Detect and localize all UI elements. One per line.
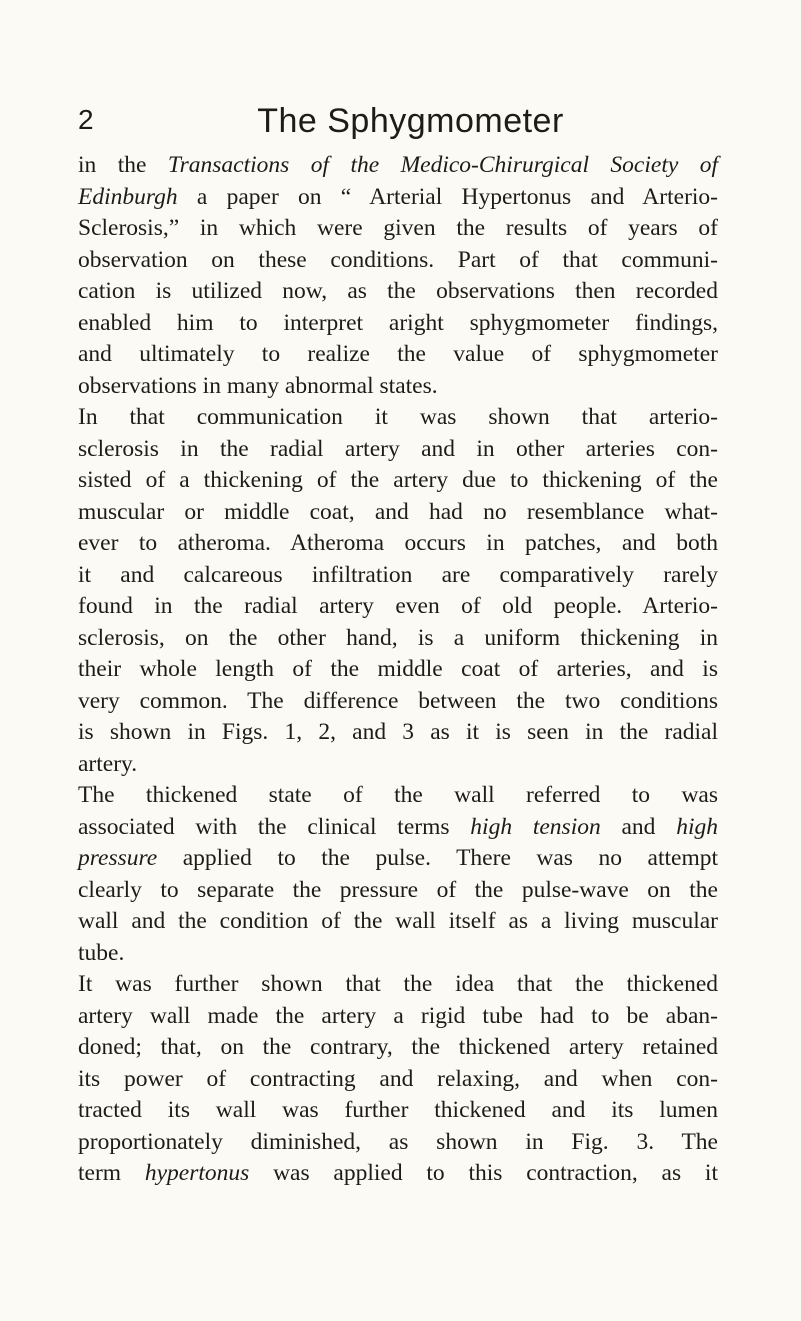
text-line: Edinburgh a paper on “ Arterial Hypertonus and Arterio- xyxy=(78,183,718,210)
text-line: sclerosis, on the other hand, is a uniform thickening in xyxy=(78,624,718,651)
text-line: ever to atheroma. Atheroma occurs in patches, and both xyxy=(78,530,718,556)
text-line: In that communication it was shown that arterio- xyxy=(78,404,718,430)
text-line: their whole length of the middle coat of arteries, and is xyxy=(78,656,718,682)
text-line: sisted of a thickening of the artery due to thickening of the xyxy=(78,467,718,493)
text-line: tracted its wall was further thickened and its lumen xyxy=(78,1097,718,1123)
text-line: It was further shown that the idea that the thickened xyxy=(78,971,718,997)
running-title: The Sphygmometer xyxy=(257,102,564,140)
text-line: muscular or middle coat, and had no resemblance what- xyxy=(78,498,718,525)
text-line: cation is utilized now, as the observations then recorded xyxy=(78,278,718,304)
text-line: Sclerosis,” in which were given the results of years of xyxy=(78,215,718,241)
text-line: very common. The difference between the two conditions xyxy=(78,687,718,714)
text-line: artery. xyxy=(78,750,138,777)
text-line: observation on these conditions. Part of that communi- xyxy=(78,246,718,273)
text-line: tube. xyxy=(78,939,125,966)
text-line: it and calcareous infiltration are comparatively rarely xyxy=(78,561,718,588)
text-line: observations in many abnormal states. xyxy=(78,372,438,399)
text-line: sclerosis in the radial artery and in other arteries con- xyxy=(78,435,718,462)
text-line: and ultimately to realize the value of sphygmometer xyxy=(78,341,718,367)
body-text xyxy=(78,150,718,1190)
page-header xyxy=(0,104,801,144)
text-line: artery wall made the artery a rigid tube had to be aban- xyxy=(78,1002,718,1029)
text-line: enabled him to interpret aright sphygmometer findings, xyxy=(78,309,718,336)
text-line: is shown in Figs. 1, 2, and 3 as it is seen in the radial xyxy=(78,719,718,745)
text-line: clearly to separate the pressure of the pulse-wave on the xyxy=(78,876,718,903)
text-line: in the Transactions of the Medico-Chirurgical Society of xyxy=(78,152,718,178)
page-number: 2 xyxy=(78,104,94,135)
text-line: associated with the clinical terms high tension and high xyxy=(78,813,718,840)
text-line: doned; that, on the contrary, the thickened artery retained xyxy=(78,1034,718,1060)
text-line: proportionately diminished, as shown in Fig. 3. The xyxy=(78,1128,718,1155)
text-line: found in the radial artery even of old people. Arterio- xyxy=(78,593,718,619)
text-line: wall and the condition of the wall itself as a living muscular xyxy=(78,908,718,934)
text-line: term hypertonus was applied to this contraction, as it xyxy=(78,1160,718,1186)
text-line: pressure applied to the pulse. There was no attempt xyxy=(78,845,718,871)
text-line: The thickened state of the wall referred to was xyxy=(78,782,718,808)
text-line: its power of contracting and relaxing, and when con- xyxy=(78,1065,718,1092)
